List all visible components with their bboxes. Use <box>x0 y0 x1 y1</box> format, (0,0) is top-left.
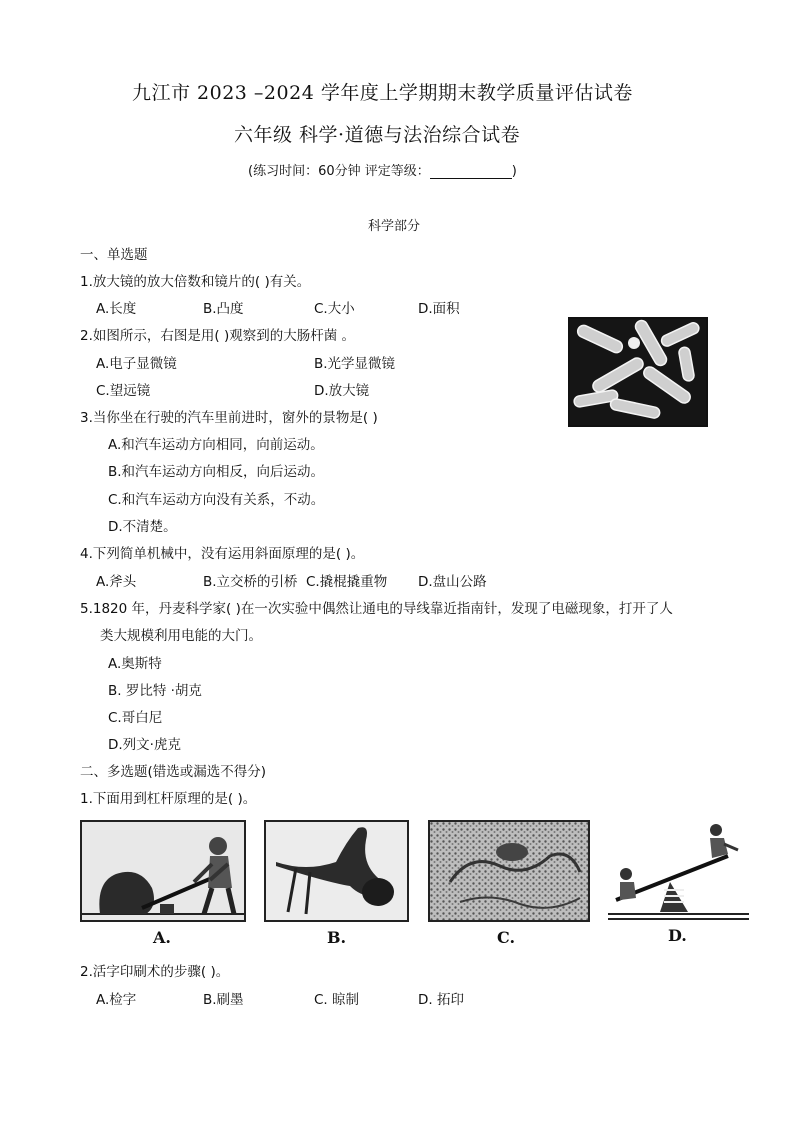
q2-2-option-c: C. 晾制 <box>314 992 360 1008</box>
q1-3-option-d: D.不清楚。 <box>108 519 177 535</box>
q1-5-text-line1: 5.1820 年，丹麦科学家( )在一次实验中偶然让通电的导线靠近指南针，发现了电磁现象，打开了人 <box>80 601 673 617</box>
q1-2-option-c: C.望远镜 <box>96 383 151 399</box>
exam-info-suffix: ) <box>511 164 517 179</box>
exam-info-prefix: (练习时间：60分钟 评定等级： <box>248 164 430 179</box>
q1-5-option-c: C.哥白尼 <box>108 710 163 726</box>
q2-2-option-b: B.刷墨 <box>203 992 244 1008</box>
q1-2-option-b: B.光学显微镜 <box>314 356 396 372</box>
grade-blank <box>430 164 512 179</box>
seesaw-illustration <box>608 820 749 918</box>
q1-5-option-a: A.奥斯特 <box>108 656 162 672</box>
q1-1-option-b: B.凸度 <box>203 301 244 317</box>
q1-4-option-c: C.撬棍撬重物 <box>306 574 388 590</box>
q1-2-option-a: A.电子显微镜 <box>96 356 177 372</box>
q1-5-option-b: B. 罗比特 ·胡克 <box>108 683 202 699</box>
q2-2-option-d: D. 拓印 <box>418 992 464 1008</box>
q2-2-option-a: A.检字 <box>96 992 137 1008</box>
q2-2-text: 2.活字印刷术的步骤( )。 <box>80 964 230 980</box>
q1-3-text: 3.当你坐在行驶的汽车里前进时，窗外的景物是( ) <box>80 410 378 426</box>
horn-illustration <box>266 822 407 920</box>
q1-5-text-line2: 类大规模利用电能的大门。 <box>100 628 262 644</box>
caption-b: B. <box>327 928 347 947</box>
exam-info <box>248 160 517 179</box>
q1-3-option-b: B.和汽车运动方向相反，向后运动。 <box>108 464 325 480</box>
caption-a: A. <box>153 928 171 947</box>
q1-3-option-a: A.和汽车运动方向相同，向前运动。 <box>108 437 324 453</box>
caption-c: C. <box>497 928 516 947</box>
q1-1-option-c: C.大小 <box>314 301 355 317</box>
crowbar-illustration <box>82 822 244 920</box>
part1-heading: 一、单选题 <box>80 247 148 263</box>
q1-2-option-d: D.放大镜 <box>314 383 370 399</box>
caption-d: D. <box>668 926 687 945</box>
q1-1-text: 1.放大镜的放大倍数和镜片的( )有关。 <box>80 274 311 290</box>
q1-4-option-b: B.立交桥的引桥 <box>203 574 298 590</box>
q1-4-text: 4.下列简单机械中，没有运用斜面原理的是( )。 <box>80 546 365 562</box>
q1-4-option-a: A.斧头 <box>96 574 137 590</box>
exam-title: 九江市 2023 –2024 学年度上学期期末教学质量评估试卷 <box>132 82 633 104</box>
q2-1-text: 1.下面用到杠杆原理的是( )。 <box>80 791 257 807</box>
q1-4-option-d: D.盘山公路 <box>418 574 487 590</box>
q1-2-text: 2.如图所示，右图是用( )观察到的大肠杆菌 。 <box>80 328 355 344</box>
ecoli-micrograph <box>568 317 708 427</box>
section-title: 科学部分 <box>368 219 421 234</box>
scene-illustration <box>430 822 588 920</box>
q1-3-option-c: C.和汽车运动方向没有关系，不动。 <box>108 492 325 508</box>
picture-seesaw <box>608 820 749 920</box>
picture-crowbar <box>80 820 246 922</box>
picture-scene <box>428 820 590 922</box>
q1-1-option-a: A.长度 <box>96 301 137 317</box>
q1-5-option-d: D.列文·虎克 <box>108 737 181 753</box>
picture-horn <box>264 820 409 922</box>
q1-1-option-d: D.面积 <box>418 301 460 317</box>
exam-subtitle: 六年级 科学·道德与法治综合试卷 <box>234 124 521 146</box>
bacteria-illustration <box>570 319 706 425</box>
part2-heading: 二、多选题(错选或漏选不得分) <box>80 764 267 780</box>
